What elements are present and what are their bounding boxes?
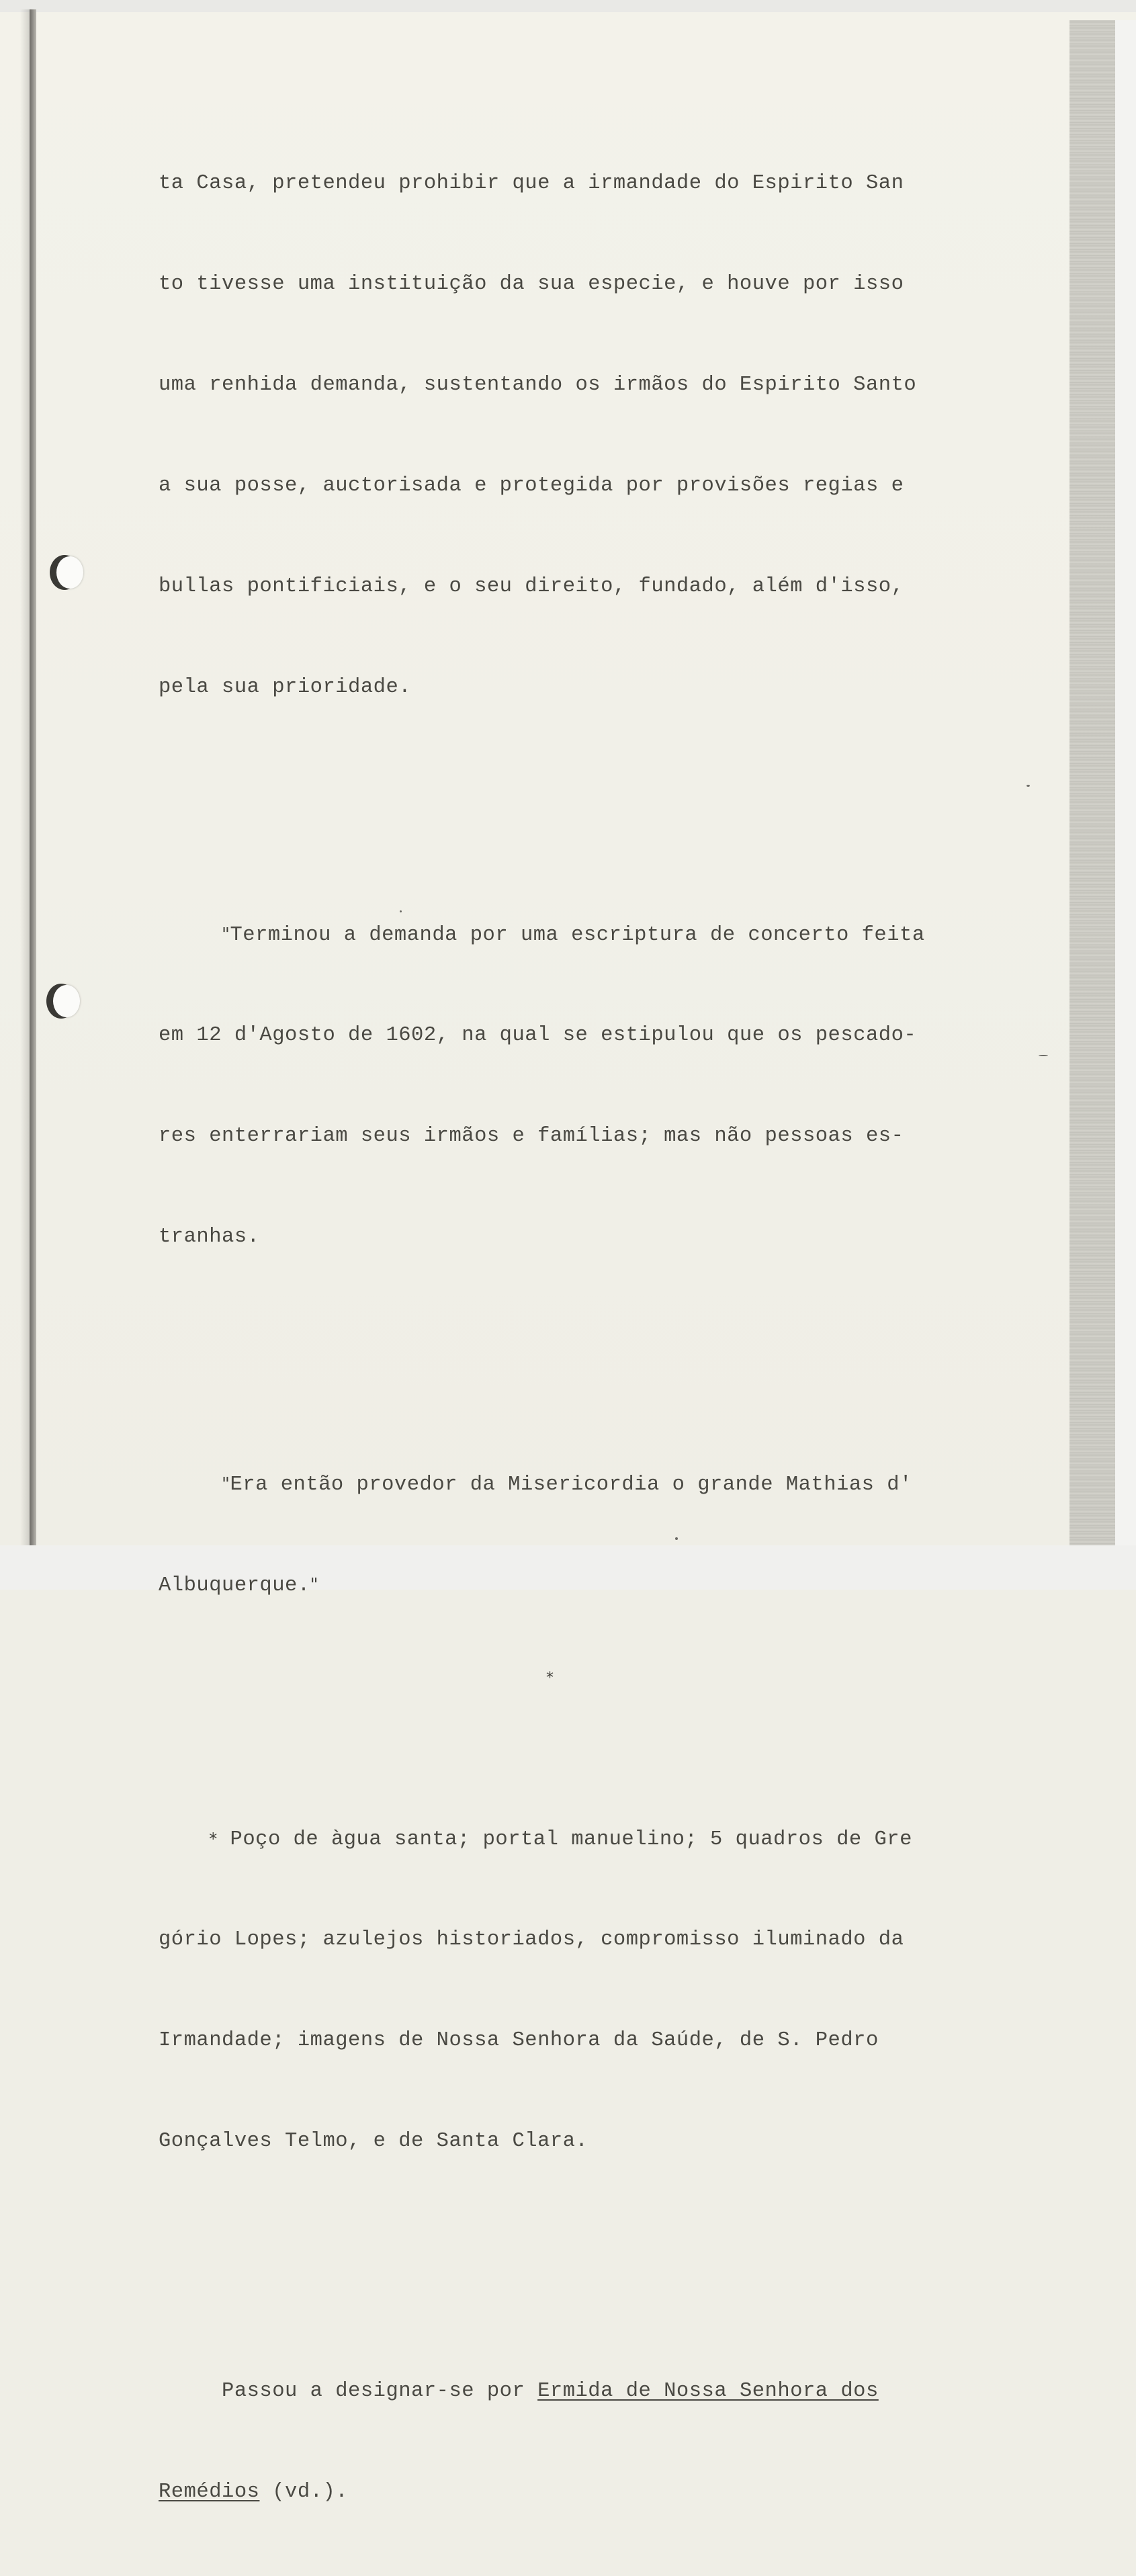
text-line: Gonçalves Telmo, e de Santa Clara. xyxy=(159,2130,588,2153)
text-run: Terminou a demanda por uma escriptura de concerto feita xyxy=(230,924,925,947)
typewritten-text-body xyxy=(159,66,992,2576)
text-line xyxy=(159,918,992,951)
scan-top-border xyxy=(0,0,1136,12)
text-line xyxy=(159,2475,992,2509)
asterisk-mark: * xyxy=(546,1670,554,1686)
open-quote-mark: " xyxy=(222,1474,230,1494)
text-line xyxy=(159,1467,992,1501)
open-quote-mark: " xyxy=(222,925,230,945)
right-margin-shadow xyxy=(1069,20,1115,1545)
text-line: gório Lopes; azulejos historiados, compromisso iluminado da xyxy=(159,1928,904,1951)
text-line: ta Casa, pretendeu prohibir que a irmandade do Espirito San xyxy=(159,172,904,195)
scan-speck xyxy=(1026,785,1030,787)
footnote-asterisk: * xyxy=(209,1830,218,1848)
text-run: Passou a designar-se por xyxy=(222,2380,538,2403)
cross-reference: Ermida de Nossa Senhora dos xyxy=(537,2380,879,2403)
binding-shadow xyxy=(20,9,30,1548)
text-line: res enterrariam seus irmãos e famílias; mas não pessoas es- xyxy=(159,1125,904,1148)
text-line: em 12 d'Agosto de 1602, na qual se estipulou que os pescado- xyxy=(159,1024,917,1047)
close-quote-mark: " xyxy=(310,1575,319,1595)
text-line: bullas pontificiais, e o seu direito, fundado, além d'isso, xyxy=(159,575,904,598)
punch-hole-lower xyxy=(53,985,80,1017)
text-line xyxy=(159,1822,992,1856)
text-run: Era então provedor da Misericordia o grande Mathias d' xyxy=(230,1473,912,1496)
text-line xyxy=(159,1568,992,1602)
paragraph-gap xyxy=(159,2225,992,2240)
scan-right-border xyxy=(1115,20,1136,1590)
text-run: Poço de àgua santa; portal manuelino; 5 quadros de Gre xyxy=(230,1828,912,1851)
paragraph-gap xyxy=(159,771,992,783)
text-run: (vd.). xyxy=(259,2481,349,2503)
punch-hole-upper xyxy=(56,556,83,589)
text-line: to tivesse uma instituição da sua especie, e houve por isso xyxy=(159,273,904,296)
text-line: pela sua prioridade. xyxy=(159,676,412,699)
text-line: tranhas. xyxy=(159,1226,260,1248)
text-run: Albuquerque. xyxy=(159,1574,310,1597)
text-line xyxy=(159,2374,992,2408)
text-line: Irmandade; imagens de Nossa Senhora da Saúde, de S. Pedro xyxy=(159,2029,879,2052)
scan-speck xyxy=(1039,1055,1048,1056)
paragraph-gap xyxy=(159,1321,992,1333)
left-binding-edge xyxy=(30,9,36,1548)
text-line: uma renhida demanda, sustentando os irmãos do Espirito Santo xyxy=(159,374,917,396)
cross-reference: Remédios xyxy=(159,2481,260,2503)
text-line: a sua posse, auctorisada e protegida por provisões regias e xyxy=(159,474,904,497)
